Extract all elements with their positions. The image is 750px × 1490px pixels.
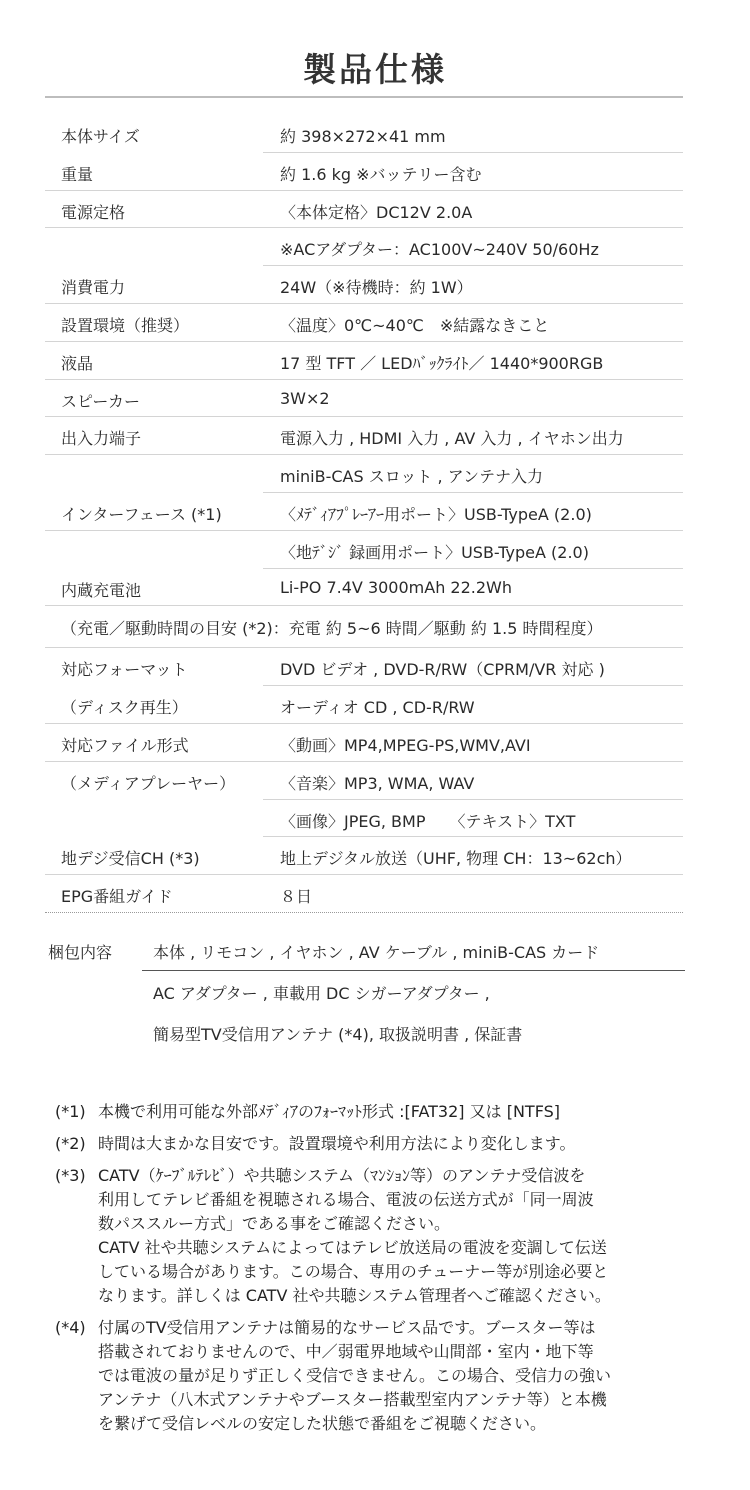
- footnote-line: 付属のTV受信用アンテナは簡易的なサービス品です。ブースター等は: [98, 1318, 596, 1337]
- spec-value: 24W（※待機時：約 1W）: [280, 278, 473, 298]
- package-item-line: 簡易型TV受信用アンテナ (*4), 取扱説明書 , 保証書: [153, 1025, 523, 1044]
- spec-row: [45, 115, 683, 153]
- spec-note-text: （充電／駆動時間の目安 (*2)：充電 約 5~6 時間／駆動 約 1.5 時間程度）: [61, 619, 603, 639]
- spec-value: 約 1.6 kg ※バッテリー含む: [280, 164, 482, 184]
- package-item-line: AC アダプター , 車載用 DC シガーアダプター ,: [153, 984, 490, 1003]
- spec-row: [45, 304, 683, 342]
- spec-label: 本体サイズ: [61, 127, 140, 146]
- spec-label: 対応フォーマット: [61, 660, 188, 680]
- title-divider: [45, 96, 683, 98]
- footnote-number: (*4): [55, 1318, 86, 1337]
- package-contents: [45, 930, 685, 1053]
- package-item-line: 本体 , リモコン , イヤホン , AV ケーブル , miniB-CAS カード: [153, 943, 600, 962]
- spec-value: 〈ﾒﾃﾞｨｱﾌﾟﾚｰｱｰ用ポート〉USB-TypeA (2.0): [280, 504, 592, 524]
- spec-row: [45, 455, 683, 493]
- spec-row: [45, 531, 683, 569]
- spec-value: 〈画像〉JPEG, BMP 〈テキスト〉TXT: [280, 811, 576, 831]
- spec-label: （ディスク再生）: [61, 698, 188, 718]
- footnote: [55, 1132, 705, 1156]
- package-row: [45, 971, 685, 1012]
- spec-row: [45, 228, 683, 266]
- footnote-line: CATV（ｹｰﾌﾞﾙﾃﾚﾋﾞ）や共聴システム（ﾏﾝｼｮﾝ等）のアンテナ受信波を: [98, 1166, 586, 1185]
- package-label: 梱包内容: [48, 943, 113, 962]
- spec-value: ※ACアダプター：AC100V~240V 50/60Hz: [280, 240, 599, 260]
- spec-row: [45, 606, 683, 648]
- spec-label: 設置環境（推奨）: [61, 315, 190, 335]
- spec-value: 〈音楽〉MP3, WMA, WAV: [280, 773, 475, 793]
- spec-value: 〈地ﾃﾞｼﾞ 録画用ポート〉USB-TypeA (2.0): [280, 542, 589, 562]
- spec-value: 地上デジタル放送（UHF, 物理 CH：13~62ch）: [280, 849, 632, 869]
- footnote-line: 本機で利用可能な外部ﾒﾃﾞｨｱのﾌｫｰﾏｯﾄ形式 :[FAT32] 又は [NTFS]: [98, 1102, 561, 1121]
- spec-row: [45, 569, 683, 607]
- spec-value: 〈温度〉0℃~40℃ ※結露なきこと: [280, 315, 550, 335]
- spec-value: オーディオ CD , CD-R/RW: [280, 698, 475, 718]
- footnote-line: を繋げて受信レベルの安定した状態で番組をご視聴ください。: [98, 1414, 547, 1433]
- spec-label: 液晶: [61, 353, 94, 373]
- footnote-number: (*1): [55, 1102, 86, 1121]
- spec-row: [45, 686, 683, 724]
- footnote-line: 時間は大まかな目安です。設置環境や利用方法により変化します。: [98, 1134, 576, 1153]
- spec-row: [45, 648, 683, 686]
- spec-value: DVD ビデオ , DVD-R/RW（CPRM/VR 対応 ): [280, 660, 605, 680]
- footnote-line: なります。詳しくは CATV 社や共聴システム管理者へご確認ください。: [98, 1286, 611, 1305]
- spec-label: インターフェース (*1): [61, 504, 222, 524]
- spec-value: 〈動画〉MP4,MPEG-PS,WMV,AVI: [280, 735, 531, 755]
- footnote-number: (*3): [55, 1166, 86, 1185]
- footnote: [55, 1164, 705, 1308]
- spec-value: ８日: [280, 887, 313, 907]
- spec-value: 約 398×272×41 mm: [280, 127, 446, 146]
- package-row: [45, 1012, 685, 1053]
- spec-value: 電源入力 , HDMI 入力 , AV 入力 , イヤホン出力: [280, 429, 624, 449]
- row-divider: [45, 912, 683, 913]
- spec-row: [45, 417, 683, 455]
- footnote: [55, 1316, 705, 1436]
- spec-value: Li-PO 7.4V 3000mAh 22.2Wh: [280, 577, 512, 597]
- footnote-line: CATV 社や共聴システムによってはテレビ放送局の電波を変調して伝送: [98, 1238, 607, 1257]
- spec-label: EPG番組ガイド: [61, 887, 173, 907]
- spec-value: miniB-CAS スロット , アンテナ入力: [280, 467, 544, 487]
- spec-row: [45, 493, 683, 531]
- footnote-line: では電波の量が足りず正しく受信できません。この場合、受信力の強い: [98, 1366, 611, 1385]
- spec-row: [45, 724, 683, 762]
- spec-value: 3W×2: [280, 388, 330, 408]
- spec-table: [45, 115, 683, 913]
- spec-row: [45, 875, 683, 913]
- spec-label: 対応ファイル形式: [61, 735, 189, 755]
- footnote-line: アンテナ（八木式アンテナやブースター搭載型室内アンテナ等）と本機: [98, 1390, 607, 1409]
- footnote-line: している場合があります。この場合、専用のチューナー等が別途必要と: [98, 1262, 609, 1281]
- spec-label: 地デジ受信CH (*3): [61, 849, 200, 869]
- spec-label: 内蔵充電池: [61, 580, 142, 600]
- spec-row: [45, 380, 683, 418]
- footnote-line: 数パススルー方式」である事をご確認ください。: [98, 1214, 451, 1233]
- spec-label: 消費電力: [61, 278, 126, 298]
- footnote-line: 搭載されておりませんので、中／弱電界地域や山間部・室内・地下等: [98, 1342, 594, 1361]
- spec-label: スピーカー: [61, 391, 141, 411]
- footnote: [55, 1100, 705, 1124]
- spec-row: [45, 762, 683, 800]
- page-title: 製品仕様: [303, 50, 447, 89]
- spec-value: 〈本体定格〉DC12V 2.0A: [280, 202, 473, 222]
- spec-label: 出入力端子: [61, 429, 142, 449]
- spec-value: 17 型 TFT ／ LEDﾊﾞｯｸﾗｲﾄ／ 1440*900RGB: [280, 353, 604, 373]
- footnote-number: (*2): [55, 1134, 86, 1153]
- spec-row: [45, 266, 683, 304]
- spec-label: 重量: [61, 164, 94, 184]
- footnotes: [55, 1100, 705, 1444]
- spec-row: [45, 837, 683, 875]
- spec-label: （メディアプレーヤー）: [61, 773, 236, 793]
- spec-row: [45, 800, 683, 838]
- spec-row: [45, 342, 683, 380]
- spec-row: [45, 191, 683, 229]
- spec-label: 電源定格: [61, 202, 126, 222]
- spec-row: [45, 153, 683, 191]
- package-row: [45, 930, 685, 971]
- footnote-line: 利用してテレビ番組を視聴される場合、電波の伝送方式が「同一周波: [98, 1190, 594, 1209]
